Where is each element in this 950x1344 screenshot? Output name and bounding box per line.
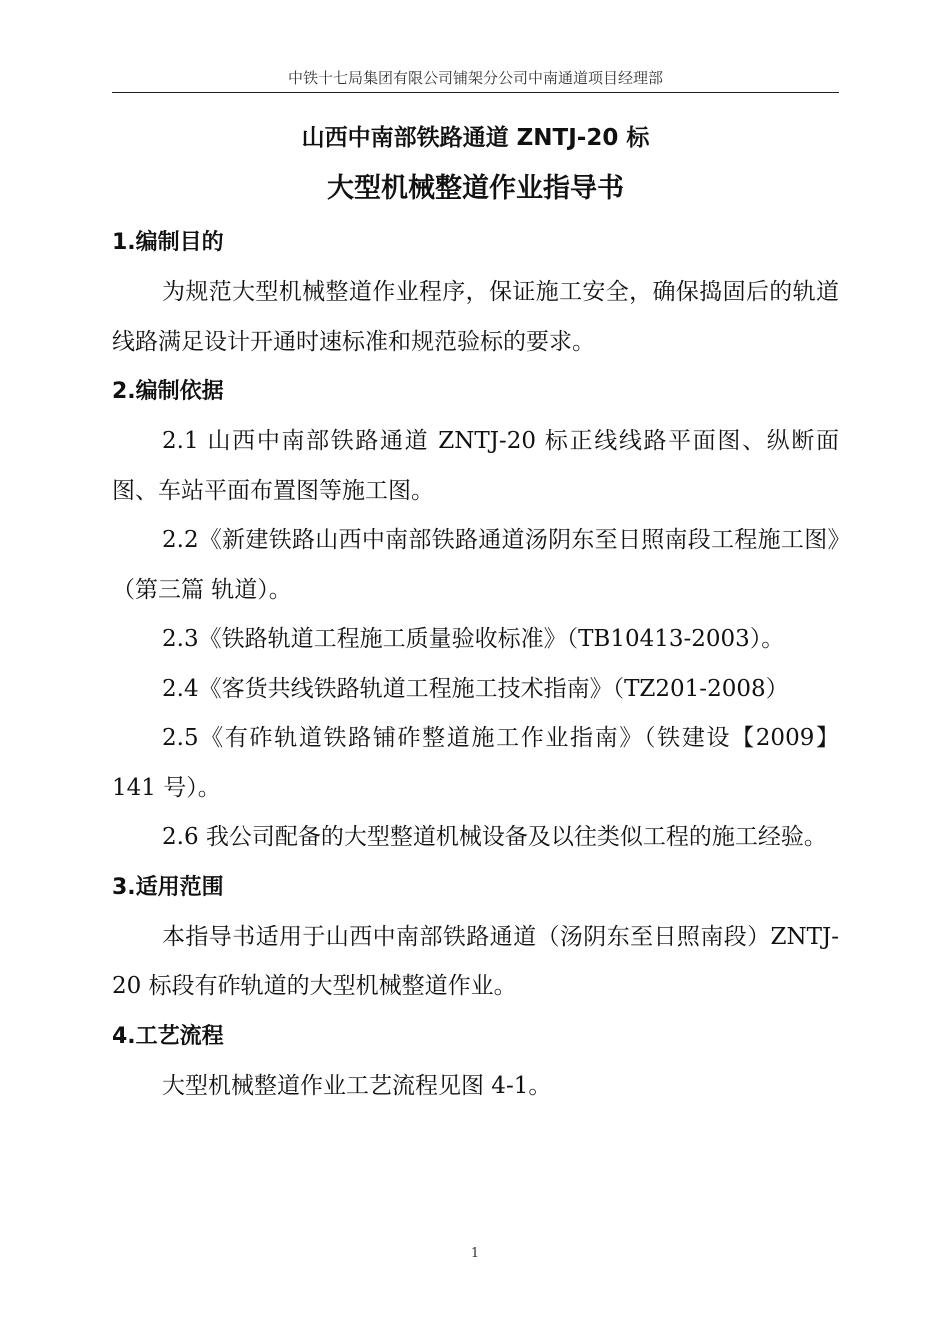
section-heading-3: 3.适用范围: [112, 874, 224, 900]
document-body: [112, 218, 839, 1111]
section-4-paragraph-1: 大型机械整道作业工艺流程见图 4-1。: [162, 1072, 552, 1099]
page-number: 1: [470, 1246, 480, 1261]
header-rule: [112, 92, 839, 93]
section-1-paragraph-1: 为规范大型机械整道作业程序，保证施工安全，确保捣固后的轨道线路满足设计开通时速标准和规范验标的要求。: [112, 279, 839, 355]
section-2-paragraph-3: 2.3《铁路轨道工程施工质量验收标准》（TB10413-2003）。: [162, 626, 785, 652]
section-2-paragraph-1: 2.1 山西中南部铁路通道 ZNTJ-20 标正线线路平面图、纵断面图、车站平面布置图等施工图。: [112, 428, 839, 504]
section-heading-1: 1.编制目的: [112, 230, 224, 255]
section-3-paragraph-1: 本指导书适用于山西中南部铁路通道（汤阴东至日照南段）ZNTJ-20 标段有砟轨道的大型机械整道作业。: [112, 923, 839, 999]
document-title-line1: 山西中南部铁路通道 ZNTJ-20 标: [301, 125, 650, 151]
section-2-paragraph-2: 2.2《新建铁路山西中南部铁路通道汤阴东至日照南段工程施工图》（第三篇 轨道）。: [112, 527, 839, 603]
section-heading-4: 4.工艺流程: [112, 1023, 224, 1049]
page-header: 中铁十七局集团有限公司铺架分公司中南通道项目经理部: [287, 69, 663, 87]
section-heading-2: 2.编制依据: [112, 379, 224, 404]
section-2-paragraph-6: 2.6 我公司配备的大型整道机械设备及以往类似工程的施工经验。: [162, 824, 827, 850]
section-2-paragraph-5: 2.5《有砟轨道铁路铺砟整道施工作业指南》（铁建设【2009】141 号）。: [112, 725, 839, 801]
document-title-line2: 大型机械整道作业指导书: [327, 173, 624, 204]
section-2-paragraph-4: 2.4《客货共线铁路轨道工程施工技术指南》（TZ201-2008）: [162, 675, 789, 702]
